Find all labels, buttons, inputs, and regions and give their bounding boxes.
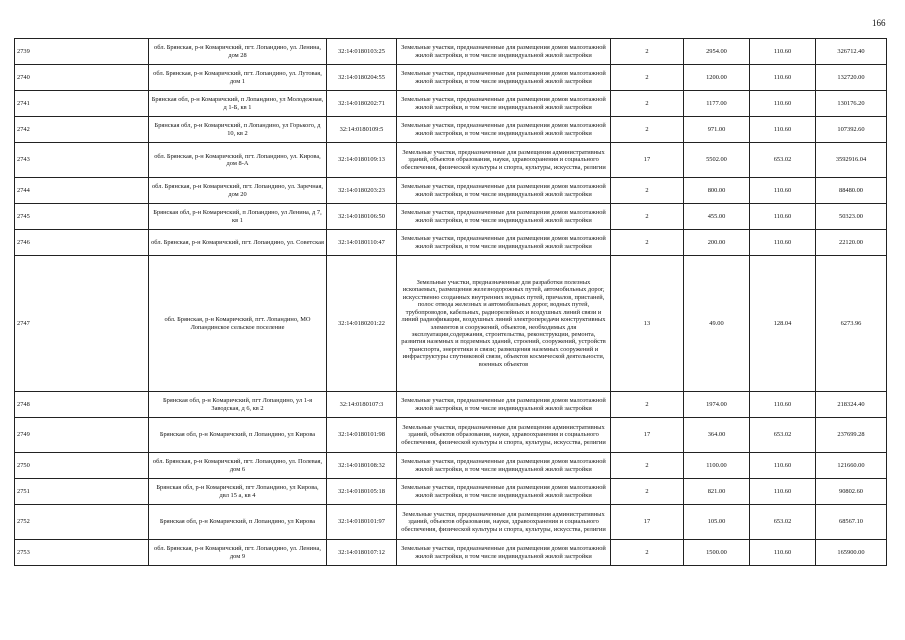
use-group-cell: 2 <box>611 392 684 418</box>
table-row <box>15 392 887 418</box>
table-row <box>15 91 887 117</box>
land-use-cell: Земельные участки, предназначенные для размещения домов малоэтажной жилой застройки, в том числе индивидуальной жилой застройки <box>397 91 611 117</box>
area-cell: 971.00 <box>684 117 750 143</box>
specific-value-cell: 653.02 <box>750 143 816 178</box>
land-use-cell: Земельные участки, предназначенные для размещения домов малоэтажной жилой застройки, в том числе индивидуальной жилой застройки <box>397 230 611 256</box>
cadastral-value-cell: 237699.28 <box>816 418 887 453</box>
row-number-cell: 2750 <box>15 453 149 479</box>
use-group-cell: 13 <box>611 256 684 392</box>
area-cell: 1974.00 <box>684 392 750 418</box>
use-group-cell: 2 <box>611 91 684 117</box>
land-use-cell: Земельные участки, предназначенные для размещения административных зданий, объектов образования, науки, здравоохранения и социального обеспечения, физической культуры и спорта, культуры, искусства, религии <box>397 418 611 453</box>
land-use-cell: Земельные участки, предназначенные для размещения домов малоэтажной жилой застройки, в том числе индивидуальной жилой застройки <box>397 117 611 143</box>
cadastral-value-cell: 88480.00 <box>816 178 887 204</box>
row-number-cell: 2748 <box>15 392 149 418</box>
use-group-cell: 2 <box>611 204 684 230</box>
address-cell: Брянская обл, р-н Комаричский, п Лопандино, ул Кирова <box>149 418 327 453</box>
cadastral-value-cell: 6273.96 <box>816 256 887 392</box>
address-cell: Брянская обл, р-н Комаричский, п Лопандино, ул Горького, д 10, кв 2 <box>149 117 327 143</box>
land-use-cell: Земельные участки, предназначенные для размещения административных зданий, объектов образования, науки, здравоохранения и социального обеспечения, физической культуры и спорта, культуры, искусства, религии <box>397 505 611 540</box>
cadastral-number-cell: 32:14:0180109:5 <box>327 117 397 143</box>
use-group-cell: 2 <box>611 453 684 479</box>
area-cell: 105.00 <box>684 505 750 540</box>
address-cell: обл. Брянская, р-н Комаричский, пгт. Лопандино, ул. Заречная, дом 20 <box>149 178 327 204</box>
specific-value-cell: 128.04 <box>750 256 816 392</box>
cadastral-value-cell: 121660.00 <box>816 453 887 479</box>
cadastral-value-cell: 107392.60 <box>816 117 887 143</box>
address-cell: Брянская обл, р-н Комаричский, п Лопандино, ул Кирова <box>149 505 327 540</box>
address-cell: Брянская обл, р-н Комаричский, п Лопандино, ул Ленина, д 7, кв 1 <box>149 204 327 230</box>
row-number-cell: 2740 <box>15 65 149 91</box>
area-cell: 1177.00 <box>684 91 750 117</box>
specific-value-cell: 110.60 <box>750 65 816 91</box>
use-group-cell: 2 <box>611 178 684 204</box>
area-cell: 2954.00 <box>684 39 750 65</box>
specific-value-cell: 110.60 <box>750 39 816 65</box>
table-row <box>15 418 887 453</box>
row-number-cell: 2753 <box>15 540 149 566</box>
row-number-cell: 2747 <box>15 256 149 392</box>
cadastral-number-cell: 32:14:0180201:22 <box>327 256 397 392</box>
table-row <box>15 256 887 392</box>
cadastral-number-cell: 32:14:0180202:71 <box>327 91 397 117</box>
row-number-cell: 2744 <box>15 178 149 204</box>
address-cell: обл. Брянская, р-н Комаричский, пгт. Лопандино, МО Лопандинское сельское поселение <box>149 256 327 392</box>
specific-value-cell: 110.60 <box>750 453 816 479</box>
table-row <box>15 39 887 65</box>
cadastral-value-cell: 3592916.04 <box>816 143 887 178</box>
row-number-cell: 2739 <box>15 39 149 65</box>
table-row <box>15 479 887 505</box>
land-use-cell: Земельные участки, предназначенные для размещения домов малоэтажной жилой застройки, в том числе индивидуальной жилой застройки <box>397 65 611 91</box>
use-group-cell: 2 <box>611 230 684 256</box>
specific-value-cell: 110.60 <box>750 204 816 230</box>
cadastral-number-cell: 32:14:0180103:25 <box>327 39 397 65</box>
cadastral-value-cell: 22120.00 <box>816 230 887 256</box>
address-cell: обл. Брянская, р-н Комаричский, пгт. Лопандино, ул. Лутовая, дом 1 <box>149 65 327 91</box>
table-row <box>15 143 887 178</box>
address-cell: обл. Брянская, р-н Комаричский, пгт. Лопандино, ул. Кирова, дом 8-А <box>149 143 327 178</box>
address-cell: обл. Брянская, р-н Комаричский, пгт. Лопандино, ул. Полевая, дом 6 <box>149 453 327 479</box>
cadastral-value-cell: 326712.40 <box>816 39 887 65</box>
address-cell: Брянская обл, р-н Комаричский, п Лопандино, ул Молодежная, д 1-Б, кв 1 <box>149 91 327 117</box>
cadastral-number-cell: 32:14:0180101:98 <box>327 418 397 453</box>
cadastral-number-cell: 32:14:0180108:32 <box>327 453 397 479</box>
specific-value-cell: 110.60 <box>750 91 816 117</box>
use-group-cell: 17 <box>611 143 684 178</box>
area-cell: 5502.00 <box>684 143 750 178</box>
use-group-cell: 2 <box>611 65 684 91</box>
use-group-cell: 2 <box>611 540 684 566</box>
cadastral-number-cell: 32:14:0180106:50 <box>327 204 397 230</box>
cadastral-number-cell: 32:14:0180101:97 <box>327 505 397 540</box>
land-use-cell: Земельные участки, предназначенные для разработки полезных ископаемых, размещения железнодорожных путей, автомобильных дорог, искусственно созданных внутренних водных путей, причалов, пристаней, полос отвода железных и автомобильных дорог, водных путей, трубопроводов, кабельных, радиорелейных и воздушных линий связи и линий радиофикации, воздушных линий электропередачи конструктивных элементов и сооружений, объектов, необходимых для эксплуатации,содержания, строительства, реконструкции, ремонта, развития наземных и подземных зданий, строений, сооружений, устройств транспорта, энергетики и связи; размещения наземных сооружений и инфраструктуры спутниковой связи, объектов космической деятельности, военных объектов <box>397 256 611 392</box>
cadastral-number-cell: 32:14:0180107:3 <box>327 392 397 418</box>
cadastral-number-cell: 32:14:0180204:55 <box>327 65 397 91</box>
address-cell: обл. Брянская, р-н Комаричский, пгт. Лопандино, ул. Ленина, дом 9 <box>149 540 327 566</box>
table-row <box>15 178 887 204</box>
row-number-cell: 2745 <box>15 204 149 230</box>
cadastral-number-cell: 32:14:0180105:18 <box>327 479 397 505</box>
cadastral-number-cell: 32:14:0180110:47 <box>327 230 397 256</box>
row-number-cell: 2752 <box>15 505 149 540</box>
area-cell: 200.00 <box>684 230 750 256</box>
land-use-cell: Земельные участки, предназначенные для размещения домов малоэтажной жилой застройки, в том числе индивидуальной жилой застройки <box>397 392 611 418</box>
specific-value-cell: 110.60 <box>750 230 816 256</box>
land-use-cell: Земельные участки, предназначенные для размещения домов малоэтажной жилой застройки, в том числе индивидуальной жилой застройки <box>397 453 611 479</box>
cadastral-value-table <box>14 38 887 566</box>
cadastral-number-cell: 32:14:0180109:13 <box>327 143 397 178</box>
address-cell: обл. Брянская, р-н Комаричский, пгт. Лопандино, ул. Ленина, дом 28 <box>149 39 327 65</box>
specific-value-cell: 653.02 <box>750 418 816 453</box>
specific-value-cell: 110.60 <box>750 117 816 143</box>
use-group-cell: 17 <box>611 418 684 453</box>
row-number-cell: 2749 <box>15 418 149 453</box>
use-group-cell: 17 <box>611 505 684 540</box>
table-row <box>15 540 887 566</box>
area-cell: 49.00 <box>684 256 750 392</box>
land-use-cell: Земельные участки, предназначенные для размещения домов малоэтажной жилой застройки, в том числе индивидуальной жилой застройки <box>397 540 611 566</box>
table-row <box>15 505 887 540</box>
area-cell: 364.00 <box>684 418 750 453</box>
area-cell: 455.00 <box>684 204 750 230</box>
table-row <box>15 117 887 143</box>
cadastral-value-cell: 130176.20 <box>816 91 887 117</box>
cadastral-value-cell: 218324.40 <box>816 392 887 418</box>
table-row <box>15 65 887 91</box>
specific-value-cell: 653.02 <box>750 505 816 540</box>
land-use-cell: Земельные участки, предназначенные для размещения домов малоэтажной жилой застройки, в том числе индивидуальной жилой застройки <box>397 204 611 230</box>
address-cell: обл. Брянская, р-н Комаричский, пгт. Лопандино, ул. Советская <box>149 230 327 256</box>
table-row <box>15 230 887 256</box>
row-number-cell: 2741 <box>15 91 149 117</box>
cadastral-value-cell: 132720.00 <box>816 65 887 91</box>
area-cell: 800.00 <box>684 178 750 204</box>
specific-value-cell: 110.60 <box>750 540 816 566</box>
address-cell: Брянская обл, р-н Комаричский, пгт Лопандино, ул Кирова, двл 15 а, кв 4 <box>149 479 327 505</box>
row-number-cell: 2743 <box>15 143 149 178</box>
land-use-cell: Земельные участки, предназначенные для размещения домов малоэтажной жилой застройки, в том числе индивидуальной жилой застройки <box>397 39 611 65</box>
cadastral-number-cell: 32:14:0180107:12 <box>327 540 397 566</box>
use-group-cell: 2 <box>611 39 684 65</box>
use-group-cell: 2 <box>611 479 684 505</box>
land-use-cell: Земельные участки, предназначенные для размещения домов малоэтажной жилой застройки, в том числе индивидуальной жилой застройки <box>397 479 611 505</box>
specific-value-cell: 110.60 <box>750 178 816 204</box>
page-number: 166 <box>872 18 886 28</box>
table-row <box>15 204 887 230</box>
cadastral-value-cell: 50323.00 <box>816 204 887 230</box>
cadastral-number-cell: 32:14:0180203:23 <box>327 178 397 204</box>
area-cell: 1200.00 <box>684 65 750 91</box>
area-cell: 821.00 <box>684 479 750 505</box>
row-number-cell: 2746 <box>15 230 149 256</box>
specific-value-cell: 110.60 <box>750 392 816 418</box>
use-group-cell: 2 <box>611 117 684 143</box>
land-use-cell: Земельные участки, предназначенные для размещения домов малоэтажной жилой застройки, в том числе индивидуальной жилой застройки <box>397 178 611 204</box>
cadastral-value-cell: 165900.00 <box>816 540 887 566</box>
row-number-cell: 2742 <box>15 117 149 143</box>
specific-value-cell: 110.60 <box>750 479 816 505</box>
cadastral-value-cell: 90802.60 <box>816 479 887 505</box>
table-row <box>15 453 887 479</box>
area-cell: 1100.00 <box>684 453 750 479</box>
land-use-cell: Земельные участки, предназначенные для размещения административных зданий, объектов образования, науки, здравоохранения и социального обеспечения, физической культуры и спорта, культуры, искусства, религии <box>397 143 611 178</box>
area-cell: 1500.00 <box>684 540 750 566</box>
row-number-cell: 2751 <box>15 479 149 505</box>
address-cell: Брянская обл, р-н Комаричский, пгт Лопандино, ул 1-я Заводская, д 6, кв 2 <box>149 392 327 418</box>
cadastral-value-cell: 68567.10 <box>816 505 887 540</box>
